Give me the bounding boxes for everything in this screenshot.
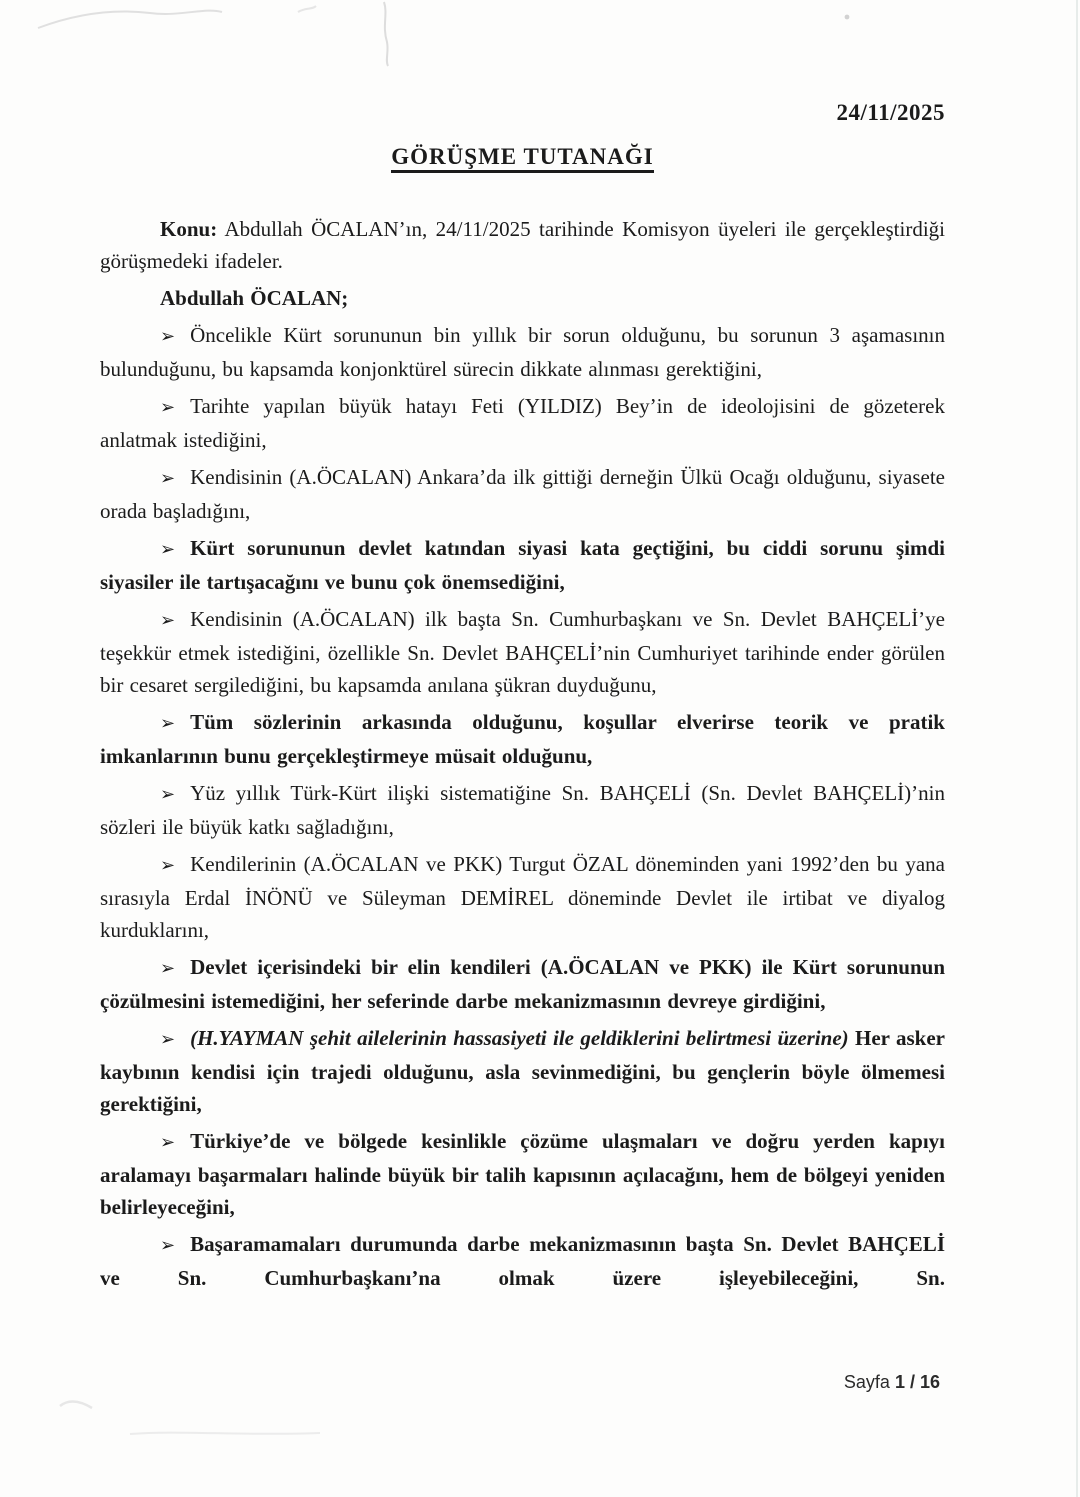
statement-item [100,777,945,843]
bullet-arrow-icon: ➢ [160,397,176,418]
bullet-arrow-icon: ➢ [160,1029,176,1050]
statement-text: (H.YAYMAN şehit ailelerinin hassasiyeti ile geldiklerini belirtmesi üzerine) [190,1026,849,1050]
statement-item [100,1228,945,1294]
bullet-arrow-icon: ➢ [160,784,176,805]
statement-text: Tarihte yapılan büyük hatayı Feti (YILDIZ) Bey’in de ideolojisini de gözeterek anlatmak istediğini, [100,394,945,452]
page-number-label: Sayfa [843,1372,890,1392]
bullet-arrow-icon: ➢ [160,1235,176,1256]
bullet-arrow-icon: ➢ [160,958,176,979]
statement-text: Kendisinin (A.ÖCALAN) Ankara’da ilk gittiği derneğin Ülkü Ocağı olduğunu, siyasete orada başladığını, [100,465,945,523]
statement-text: Başaramamaları durumunda darbe mekanizmasının başta Sn. Devlet BAHÇELİ ve Sn. Cumhurbaşkanı’na olmak üzere işleyebileceğini, Sn. [100,1232,945,1290]
subject-label: Konu: [160,217,218,241]
page-number [844,1370,940,1394]
speaker-heading: Abdullah ÖCALAN; [160,286,349,310]
statement-item [100,951,945,1017]
statement-text: Kendisinin (A.ÖCALAN) ilk başta Sn. Cumhurbaşkanı ve Sn. Devlet BAHÇELİ’ye teşekkür etmek istediğini, özellikle Sn. Devlet BAHÇELİ’nin Cumhuriyet tarihinde ender görülen bir cesaret sergilediğini, bu kapsamda anılana şükran duyduğunu, [100,607,945,697]
statement-text: Yüz yıllık Türk-Kürt ilişki sistematiğine Sn. BAHÇELİ (Sn. Devlet BAHÇELİ)’nin sözleri ile büyük katkı sağladığını, [100,781,945,839]
subject-text: Abdullah ÖCALAN’ın, 24/11/2025 tarihinde Komisyon üyeleri ile gerçekleştirdiği görüşmedeki ifadeler. [100,217,945,273]
statement-text: Kürt sorununun devlet katından siyasi kata geçtiğini, bu ciddi sorunu şimdi siyasiler ile tartışacağını ve bunu çok önemsediğini, [100,536,945,594]
scan-artifact-bottom [0,1390,1080,1450]
page-number-value: 1 / 16 [894,1372,940,1392]
statement-item [100,848,945,946]
statement-item [100,319,945,385]
statement-text: Öncelikle Kürt sorununun bin yıllık bir sorun olduğunu, bu sorunun 3 aşamasının bulunduğunu, bu kapsamda konjonktürel sürecin dikkate alınması gerektiğini, [100,323,945,381]
bullet-arrow-icon: ➢ [160,1132,176,1153]
statement-text: Kendilerinin (A.ÖCALAN ve PKK) Turgut ÖZAL döneminden yani 1992’den bu yana sırasıyla Erdal İNÖNÜ ve Süleyman DEMİREL döneminde Devlet ile irtibat ve diyalog kurduklarını, [100,852,945,942]
statement-text: Türkiye’de ve bölgede kesinlikle çözüme ulaşmaları ve doğru yerden kapıyı aralamayı başarmaları halinde büyük bir talih kapısının açılacağını, hem de bölgeyi yeniden belirleyeceğini, [100,1129,945,1219]
statement-item [100,461,945,527]
statement-text: Devlet içerisindeki bir elin kendileri (A.ÖCALAN ve PKK) ile Kürt sorununun çözülmesini istemediğini, her seferinde darbe mekanizmasının devreye girdiğini, [100,955,945,1013]
bullet-arrow-icon: ➢ [160,713,176,734]
bullet-arrow-icon: ➢ [160,468,176,489]
document-date: 24/11/2025 [836,100,945,125]
bullet-arrow-icon: ➢ [160,855,176,876]
bullet-arrow-icon: ➢ [160,539,176,560]
statement-item [100,603,945,701]
statement-item [100,1125,945,1223]
bullet-arrow-icon: ➢ [160,326,176,347]
statement-text: Tüm sözlerinin arkasında olduğunu, koşullar elverirse teorik ve pratik imkanlarının bunu gerçekleştirmeye müsait olduğunu, [100,710,945,768]
statement-item [100,532,945,598]
document-title [100,141,945,173]
document-title-text: GÖRÜŞME TUTANAĞI [391,144,653,173]
statement-item [100,1022,945,1120]
statement-text: Her asker kaybının kendisi için trajedi olduğunu, asla sevinmediğini, bu gençlerin böyle ölmemesi gerektiğini, [100,1026,945,1116]
subject-paragraph [100,213,945,277]
statement-list [100,319,945,1294]
statement-item [100,390,945,456]
statement-item [100,706,945,772]
document-body [100,213,945,1294]
bullet-arrow-icon: ➢ [160,610,176,631]
